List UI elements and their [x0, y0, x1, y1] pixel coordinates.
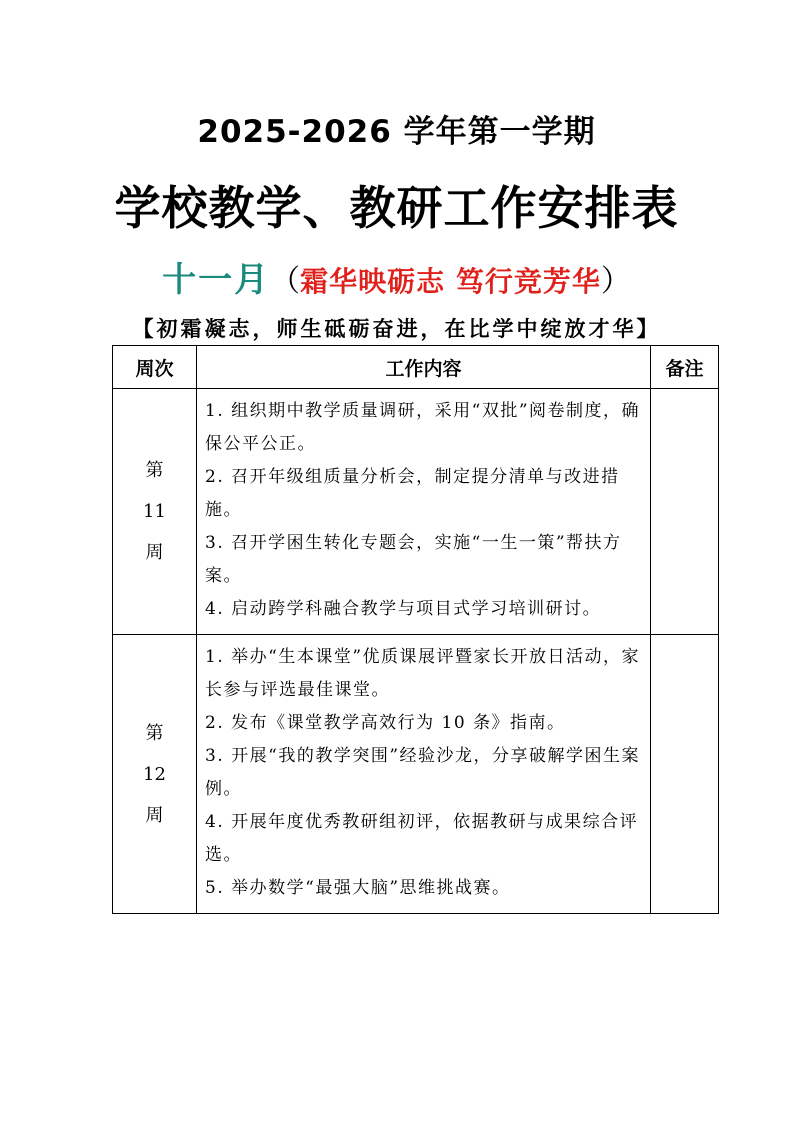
list-item: 1. 举办“生本课堂”优质课展评暨家长开放日活动，家长参与评选最佳课堂。: [205, 647, 641, 700]
list-item: 2. 召开年级组质量分析会，制定提分清单与改进措施。: [205, 467, 620, 520]
list-item: 2. 发布《课堂教学高效行为 10 条》指南。: [205, 713, 566, 733]
week-number: 12: [143, 763, 166, 785]
table-row: [113, 389, 719, 635]
week-suffix: 周: [145, 804, 164, 826]
week-suffix: 周: [145, 542, 164, 563]
month-theme-line: [0, 252, 793, 301]
table-header-row: [113, 346, 719, 389]
week-cell: [113, 635, 197, 914]
list-item: 3. 开展“我的教学突围”经验沙龙，分享破解学困生案例。: [205, 746, 641, 799]
note-cell: [651, 635, 719, 914]
header-note: 备注: [651, 346, 719, 389]
week-number: 11: [143, 501, 166, 522]
table-row: [113, 635, 719, 914]
doc-title-year: 2025-2026 学年第一学期: [197, 114, 596, 150]
list-item: 5. 举办数学“最强大脑”思维挑战赛。: [205, 878, 511, 898]
list-item: 1. 组织期中教学质量调研，采用“双批”阅卷制度，确保公平公正。: [205, 401, 641, 454]
content-cell: [197, 389, 651, 635]
list-item: 4. 启动跨学科融合教学与项目式学习培训研讨。: [205, 599, 602, 619]
list-item: 3. 召开学困生转化专题会，实施“一生一策”帮扶方案。: [205, 533, 622, 586]
month-theme: 霜华映砺志 笃行竞芳华: [300, 265, 601, 298]
paren-close: ）: [600, 264, 631, 299]
slogan: 【初霜凝志，师生砥砺奋进，在比学中绽放才华】: [132, 317, 661, 341]
week-prefix: 第: [145, 722, 164, 744]
note-cell: [651, 389, 719, 635]
paren-open: （: [270, 264, 301, 299]
header-content: 工作内容: [197, 346, 651, 389]
week-cell: [113, 389, 197, 635]
schedule-table: [112, 345, 719, 914]
doc-title-main: 学校教学、教研工作安排表: [114, 181, 679, 235]
header-week: 周次: [113, 346, 197, 389]
month-label: 十一月: [162, 260, 271, 300]
content-cell: [197, 635, 651, 914]
week-prefix: 第: [145, 460, 164, 481]
list-item: 4. 开展年度优秀教研组初评，依据教研与成果综合评选。: [205, 812, 639, 865]
